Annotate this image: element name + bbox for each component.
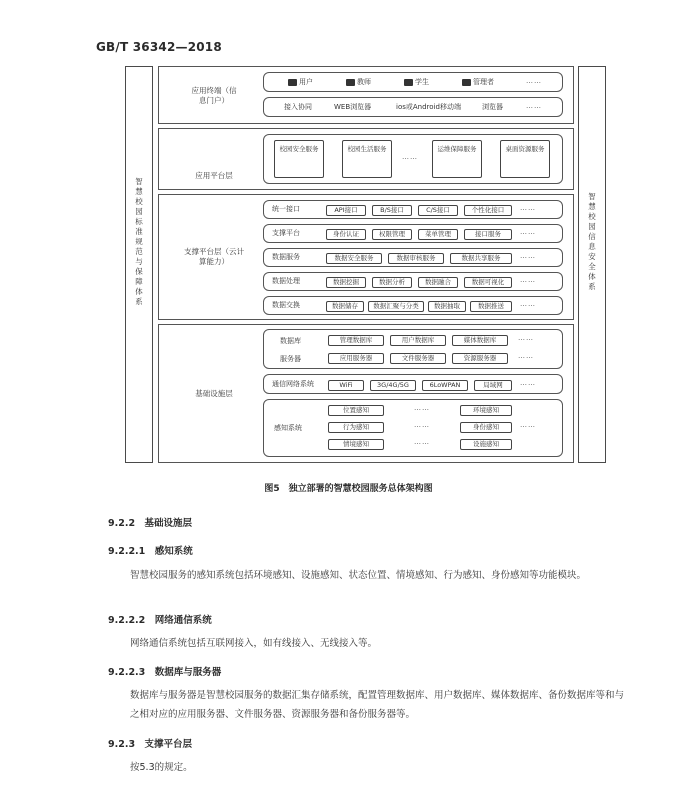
ellipsis: …… bbox=[518, 352, 534, 360]
section-heading: 9.2.2.2 网络通信系统 bbox=[108, 615, 212, 626]
ellipsis: …… bbox=[520, 252, 536, 260]
data-visualization: 数据可视化 bbox=[464, 277, 512, 288]
menu-mgmt: 菜单管理 bbox=[418, 229, 458, 240]
ellipsis: …… bbox=[520, 379, 536, 387]
terminal-access-row bbox=[263, 97, 563, 117]
ellipsis: …… bbox=[518, 334, 534, 342]
support-platform-layer bbox=[158, 194, 574, 320]
section-heading: 9.2.3 支撑平台层 bbox=[108, 739, 193, 750]
unified-interface-row bbox=[263, 200, 563, 219]
permission-mgmt: 权限管理 bbox=[372, 229, 412, 240]
support-platform-row bbox=[263, 224, 563, 243]
cs-interface: C/S接口 bbox=[418, 205, 458, 216]
ellipsis: …… bbox=[520, 300, 536, 308]
ellipsis: …… bbox=[402, 153, 418, 161]
identity-auth: 身份认证 bbox=[326, 229, 366, 240]
ellipsis: …… bbox=[526, 102, 542, 110]
location-sensing: 位置感知 bbox=[328, 405, 384, 416]
row-label: 支撑平台 bbox=[272, 229, 300, 237]
mgmt-database: 管理数据库 bbox=[328, 335, 384, 346]
identity-sensing: 身份感知 bbox=[460, 422, 512, 433]
network-row bbox=[263, 374, 563, 394]
interface-service: 接口服务 bbox=[464, 229, 512, 240]
section-text: 按5.3的规定。 bbox=[130, 762, 193, 773]
sensing-block bbox=[263, 399, 563, 457]
ellipsis: …… bbox=[414, 421, 430, 429]
data-processing-row bbox=[263, 272, 563, 291]
app-terminal-label: 应用终端（信息门户） bbox=[191, 86, 237, 105]
data-security-service: 数据安全服务 bbox=[326, 253, 382, 264]
data-fusion: 数据融合 bbox=[418, 277, 458, 288]
environment-sensing: 环境感知 bbox=[460, 405, 512, 416]
wifi: WiFi bbox=[328, 380, 364, 391]
data-exchange-row bbox=[263, 296, 563, 315]
left-side-frame bbox=[125, 66, 153, 463]
ellipsis: …… bbox=[520, 421, 536, 429]
section-heading: 9.2.2 基础设施层 bbox=[108, 518, 193, 529]
infrastructure-layer bbox=[158, 324, 574, 463]
section-text: 智慧校园服务的感知系统包括环境感知、设施感知、状态位置、情境感知、行为感知、身份感知等功能模块。 bbox=[130, 570, 587, 581]
database-label: 数据库 bbox=[280, 337, 301, 345]
file-server: 文件服务器 bbox=[390, 353, 446, 364]
section-heading: 9.2.2.1 感知系统 bbox=[108, 546, 193, 557]
server-label: 服务器 bbox=[280, 355, 301, 363]
teacher-icon bbox=[346, 79, 355, 86]
campus-security-service: 校园安全服务 bbox=[274, 140, 324, 178]
cellular: 3G/4G/5G bbox=[370, 380, 416, 391]
data-analysis: 数据分析 bbox=[372, 277, 412, 288]
behavior-sensing: 行为感知 bbox=[328, 422, 384, 433]
mobile-item: ios或Android移动端 bbox=[396, 103, 461, 111]
left-side-label: 智慧校园标准规范与保障体系 bbox=[135, 177, 143, 306]
ellipsis: …… bbox=[414, 438, 430, 446]
section-text: 网络通信系统包括互联网接入，如有线接入、无线接入等。 bbox=[130, 638, 378, 649]
app-server: 应用服务器 bbox=[328, 353, 384, 364]
user-item: 用户 bbox=[288, 78, 313, 87]
section-heading: 9.2.2.3 数据库与服务器 bbox=[108, 667, 222, 678]
manager-icon bbox=[462, 79, 471, 86]
browser-item: 浏览器 bbox=[482, 103, 503, 111]
user-database: 用户数据库 bbox=[390, 335, 446, 346]
data-aggregation: 数据汇聚与分类 bbox=[368, 301, 424, 312]
ellipsis: …… bbox=[526, 77, 542, 85]
terminal-users-row bbox=[263, 72, 563, 92]
figure-caption: 图5 独立部署的智慧校园服务总体架构图 bbox=[264, 484, 433, 494]
app-platform-layer bbox=[158, 128, 574, 190]
ellipsis: …… bbox=[520, 276, 536, 284]
custom-interface: 个性化接口 bbox=[464, 205, 512, 216]
app-terminal-layer bbox=[158, 66, 574, 124]
teacher-item: 教师 bbox=[346, 78, 371, 87]
row-label: 数据服务 bbox=[272, 253, 300, 261]
manager-item: 管理者 bbox=[462, 78, 494, 87]
bs-interface: B/S接口 bbox=[372, 205, 412, 216]
campus-life-service: 校园生活服务 bbox=[342, 140, 392, 178]
student-icon bbox=[404, 79, 413, 86]
network-label: 通信网络系统 bbox=[272, 380, 314, 388]
right-side-label: 智慧校园信息安全体系 bbox=[588, 192, 596, 291]
data-audit-service: 数据审核服务 bbox=[388, 253, 444, 264]
sensing-label: 感知系统 bbox=[274, 424, 302, 432]
ellipsis: …… bbox=[414, 404, 430, 412]
access-item: 接入协同 bbox=[284, 103, 312, 111]
app-platform-label: 应用平台层 bbox=[195, 171, 233, 180]
api-interface: API接口 bbox=[326, 205, 366, 216]
row-label: 数据交换 bbox=[272, 301, 300, 309]
row-label: 统一接口 bbox=[272, 205, 300, 213]
lan: 局域网 bbox=[474, 380, 512, 391]
infrastructure-label: 基础设施层 bbox=[195, 389, 233, 398]
desktop-resource-service: 桌面资源服务 bbox=[500, 140, 550, 178]
user-icon bbox=[288, 79, 297, 86]
ellipsis: …… bbox=[520, 204, 536, 212]
data-service-row bbox=[263, 248, 563, 267]
right-side-frame bbox=[578, 66, 606, 463]
data-extraction: 数据抽取 bbox=[428, 301, 466, 312]
section-text: 数据库与服务器是智慧校园服务的数据汇集存储系统，配置管理数据库、用户数据库、媒体数据库、备份数据库等和与之相对应的应用服务器、文件服务器、资源服务器和备份服务器等。 bbox=[130, 690, 625, 720]
standard-number: GB/T 36342—2018 bbox=[96, 40, 222, 54]
data-push: 数据推送 bbox=[470, 301, 512, 312]
6lowpan: 6LoWPAN bbox=[422, 380, 468, 391]
resource-server: 资源服务器 bbox=[452, 353, 508, 364]
support-platform-label: 支撑平台层（云计算能力） bbox=[184, 247, 244, 266]
operation-service: 运维保障服务 bbox=[432, 140, 482, 178]
student-item: 学生 bbox=[404, 78, 429, 87]
app-services-row bbox=[263, 134, 563, 184]
data-sharing-service: 数据共享服务 bbox=[450, 253, 512, 264]
row-label: 数据处理 bbox=[272, 277, 300, 285]
data-storage: 数据储存 bbox=[326, 301, 364, 312]
db-server-block bbox=[263, 329, 563, 369]
facility-sensing: 设施感知 bbox=[460, 439, 512, 450]
context-sensing: 情境感知 bbox=[328, 439, 384, 450]
web-browser-item: WEB浏览器 bbox=[334, 103, 372, 111]
ellipsis: …… bbox=[520, 228, 536, 236]
data-mining: 数据挖掘 bbox=[326, 277, 366, 288]
media-database: 媒体数据库 bbox=[452, 335, 508, 346]
